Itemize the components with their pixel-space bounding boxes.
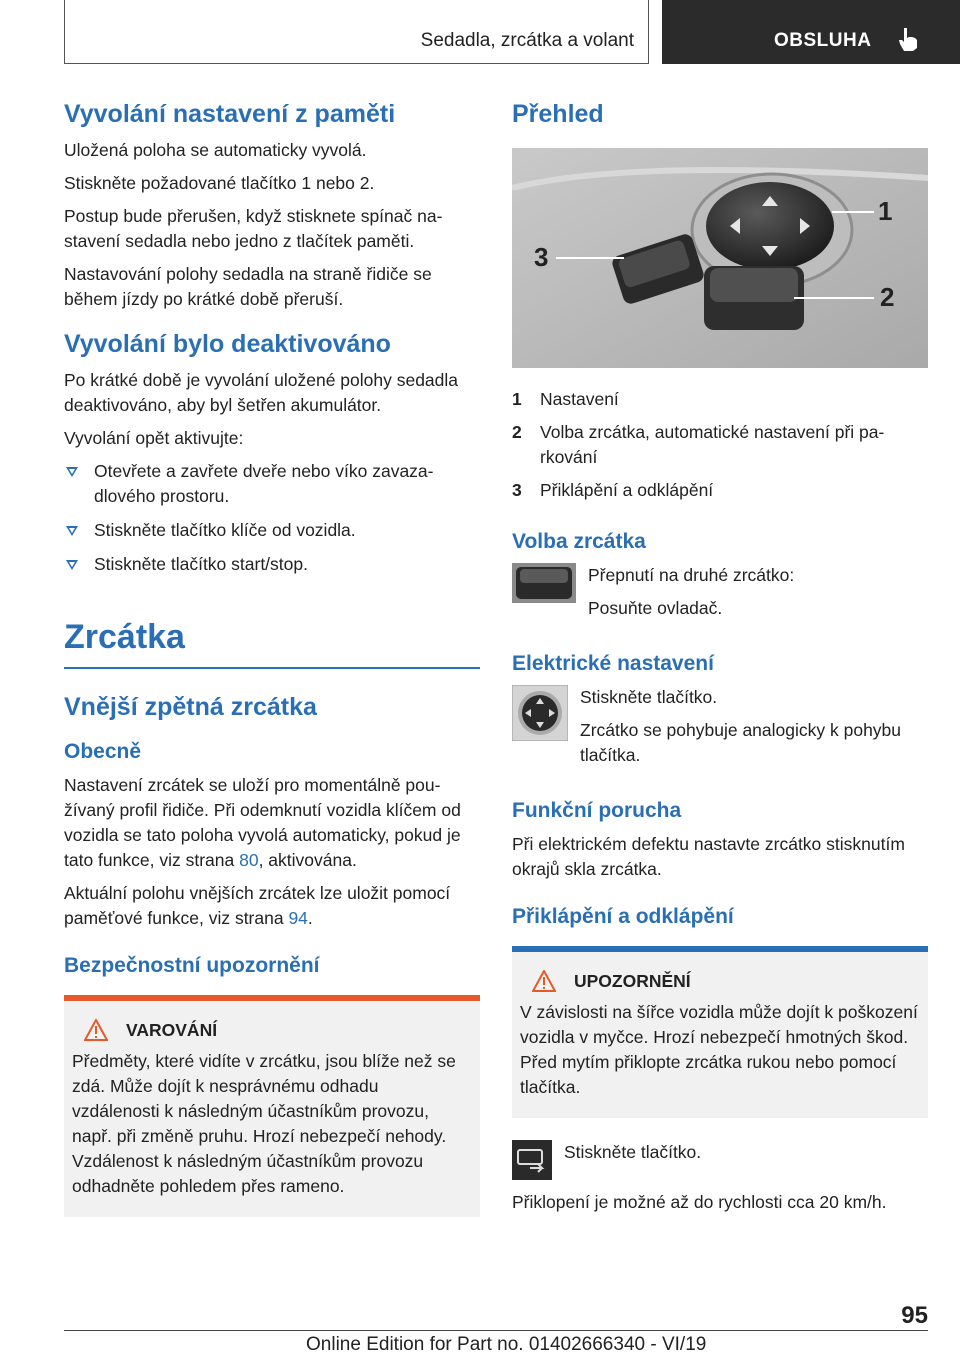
left-column [64, 98, 480, 1217]
deactivated-text-2: Vyvolání opět aktivujte: [64, 428, 244, 448]
warning-box [64, 995, 480, 1217]
photo-label-3: 3 [534, 242, 549, 272]
caution-triangle-icon [532, 970, 556, 992]
malfunction-text: Při elektrickém defektu nastavte zrcátko stisknutím okrajů skla zrcátka. [512, 834, 905, 879]
legend-item: 3 Přiklápění a odklápění [512, 480, 714, 500]
fold-text-2: Přiklopení je možné až do rychlosti cca 20 km/h. [512, 1192, 887, 1212]
mirrors-heading: Zrcátka [64, 618, 185, 656]
reactivate-list [64, 459, 480, 577]
caution-label: UPOZORNĚNÍ [574, 970, 691, 991]
mirror-select-text-2: Posuňte ovladač. [588, 598, 723, 618]
list-item: Stiskněte tlačítko klíče od vozidla. [64, 518, 480, 543]
triangle-bullet-icon [66, 467, 78, 477]
general-heading: Obecně [64, 740, 142, 763]
list-item: Otevřete a zavřete dveře nebo víko zavazadlového prostoru. [64, 459, 480, 509]
triangle-bullet-icon [66, 560, 78, 570]
hand-pointer-icon [896, 26, 922, 52]
header-chapter-box [662, 0, 960, 64]
legend-item: 2 Volba zrcátka, automatické nastavení při parkování [512, 422, 885, 467]
general-text-1: Nastavení zrcátek se uloží pro momentálně používaný profil řidiče. Při odemknutí vozidla klíčem od vozidla se tato poloha vyvolá automaticky, pokud je tato funkce, viz strana 80, aktivována. [64, 775, 461, 870]
overview-heading: Přehled [512, 100, 604, 128]
recall-text-3: Postup bude přerušen, když stisknete spínač nastavení sedadla nebo jedno z tlačítek paměti. [64, 206, 443, 251]
legend-item: 1 Nastavení [512, 389, 619, 409]
mirror-adjust-pad-icon [512, 685, 568, 741]
mirror-select-heading: Volba zrcátka [512, 530, 646, 553]
photo-label-2: 2 [880, 282, 895, 312]
heading-rule [64, 667, 480, 669]
safety-heading: Bezpečnostní upozornění [64, 954, 320, 977]
page-number: 95 [901, 1302, 928, 1329]
recall-text-1: Uložená poloha se automaticky vyvolá. [64, 140, 367, 160]
caution-box [512, 946, 928, 1118]
chapter-title: OBSLUHA [774, 30, 872, 51]
recall-heading: Vyvolání nastavení z paměti [64, 100, 396, 128]
recall-text-2: Stiskněte požadované tlačítko 1 nebo 2. [64, 173, 375, 193]
mirror-select-text-1: Přepnutí na druhé zrcátko: [588, 565, 795, 585]
right-column [512, 98, 928, 1223]
exterior-mirrors-heading: Vnější zpětná zrcátka [64, 693, 317, 721]
list-item: Stiskněte tlačítko start/stop. [64, 552, 480, 577]
page-link-94[interactable]: 94 [288, 908, 308, 928]
warning-triangle-icon [84, 1019, 108, 1041]
electric-adjust-heading: Elektrické nastavení [512, 652, 714, 675]
section-title: Sedadla, zrcátka a volant [420, 30, 634, 51]
recall-text-4: Nastavování polohy sedadla na straně řidiče se během jízdy po krátké době přeruší. [64, 264, 432, 309]
warning-label: VAROVÁNÍ [126, 1019, 218, 1040]
triangle-bullet-icon [66, 526, 78, 536]
mirror-select-switch-icon [512, 563, 576, 603]
malfunction-heading: Funkční porucha [512, 799, 682, 822]
page-link-80[interactable]: 80 [239, 850, 259, 870]
deactivated-text-1: Po krátké době je vyvolání uložené polohy sedadla deaktivováno, aby byl šetřen akumulátor. [64, 370, 459, 415]
footer-rule [64, 1330, 928, 1331]
photo-label-1: 1 [878, 196, 893, 226]
warning-text: Předměty, které vidíte v zrcátku, jsou blíže než se zdá. Může dojít k nesprávnému odhadu vzdálenosti k následným účastníkům provozu, např. při změně pruhu. Hrozí nebezpečí nehody. Vzdálenost k následným účastníkům provozu odhadněte pohledem přes rameno. [72, 1051, 456, 1196]
mirror-fold-button-icon [512, 1140, 552, 1180]
electric-adjust-text-1: Stiskněte tlačítko. [580, 687, 718, 707]
fold-heading: Přiklápění a odklápění [512, 905, 734, 928]
general-text-2: Aktuální polohu vnějších zrcátek lze uložit pomocí paměťové funkce, viz strana 94. [64, 883, 451, 928]
fold-text-1: Stiskněte tlačítko. [564, 1142, 702, 1162]
edition-note: Online Edition for Part no. 01402666340 - VI/19 [306, 1334, 707, 1355]
electric-adjust-text-2: Zrcátko se pohybuje analogicky k pohybu tlačítka. [580, 720, 902, 765]
deactivated-heading: Vyvolání bylo deaktivováno [64, 330, 391, 358]
mirror-controls-photo [512, 148, 928, 368]
caution-text: V závislosti na šířce vozidla může dojít k poškození vozidla v myčce. Hrozí nebezpečí hmotných škod. Před mytím přiklopte zrcátka rukou nebo pomocí tlačítka. [520, 1002, 918, 1097]
header-section-box [64, 0, 649, 64]
